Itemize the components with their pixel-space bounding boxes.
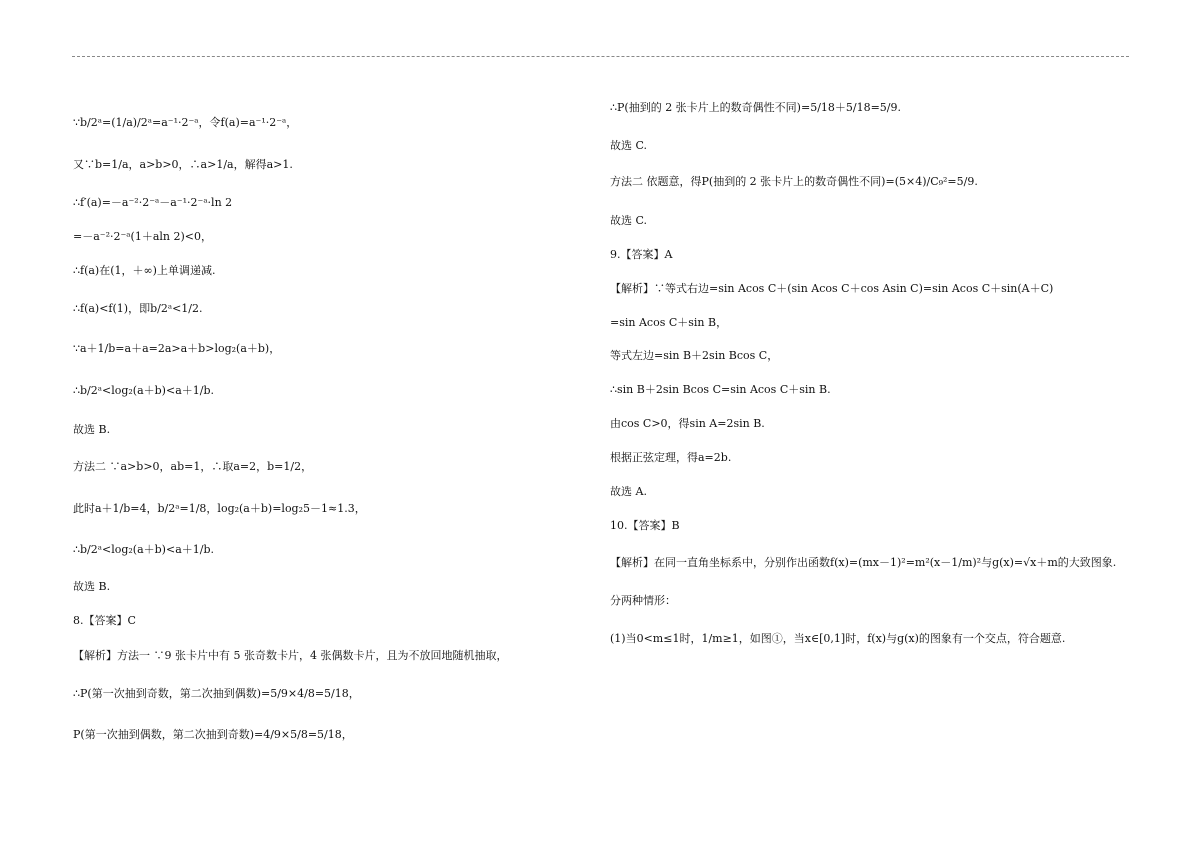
text-line: 此时a＋1/b=4，b/2ᵃ=1/8，log₂(a＋b)=log₂5－1≈1.3， (73, 502, 366, 515)
text-line: ∴P(抽到的 2 张卡片上的数奇偶性不同)=5/18＋5/18=5/9. (610, 101, 902, 114)
text-line: 方法二 ∵a>b>0，ab=1，∴取a=2，b=1/2， (73, 460, 313, 473)
question-8-answer: 8.【答案】C (73, 614, 136, 627)
question-10-answer: 10.【答案】B (610, 519, 680, 532)
header-divider (72, 56, 1129, 57)
text-line: 故选 C. (610, 214, 648, 227)
text-line: 【解析】在同一直角坐标系中，分别作出函数f(x)=(mx－1)²=m²(x－1/m)²与g(x)=√x＋m的大致图象. (610, 556, 1117, 569)
text-line: 由cos C>0，得sin A=2sin B. (610, 417, 765, 430)
text-line: ∵b/2ᵃ=(1/a)/2ᵃ=a⁻¹·2⁻ᵃ，令f(a)=a⁻¹·2⁻ᵃ， (73, 116, 298, 129)
text-line: ∴P(第一次抽到奇数，第二次抽到偶数)=5/9×4/8=5/18， (73, 687, 360, 700)
text-line: 【解析】∵等式右边=sin Acos C＋(sin Acos C＋cos Asin C)=sin Acos C＋sin(A＋C) (610, 282, 1054, 295)
text-line: =－a⁻²·2⁻ᵃ(1＋aln 2)<0， (73, 230, 212, 243)
text-line: ∴f(a)<f(1)，即b/2ᵃ<1/2. (73, 302, 203, 315)
text-line: 又∵b=1/a，a>b>0，∴a>1/a，解得a>1. (73, 158, 293, 171)
text-line: 等式左边=sin B＋2sin Bcos C， (610, 349, 779, 362)
text-line: ∴f(a)在(1，＋∞)上单调递减. (73, 264, 216, 277)
text-line: =sin Acos C＋sin B， (610, 316, 728, 329)
text-line: ∴sin B＋2sin Bcos C=sin Acos C＋sin B. (610, 383, 831, 396)
text-line: 故选 B. (73, 423, 111, 436)
text-line: ∴b/2ᵃ<log₂(a＋b)<a＋1/b. (73, 543, 214, 556)
text-line: 【解析】方法一 ∵9 张卡片中有 5 张奇数卡片，4 张偶数卡片，且为不放回地随机抽取， (73, 649, 508, 662)
text-line: 方法二 依题意，得P(抽到的 2 张卡片上的数奇偶性不同)=(5×4)/C₉²=5/9. (610, 175, 978, 188)
text-line: 故选 B. (73, 580, 111, 593)
text-line: ∵a＋1/b=a＋a=2a>a＋b>log₂(a＋b)， (73, 342, 281, 355)
text-line: ∴b/2ᵃ<log₂(a＋b)<a＋1/b. (73, 384, 214, 397)
text-line: 分两种情形： (610, 594, 676, 607)
text-line: ∴f′(a)=－a⁻²·2⁻ᵃ－a⁻¹·2⁻ᵃ·ln 2 (73, 196, 233, 209)
text-line: 故选 A. (610, 485, 647, 498)
question-9-answer: 9.【答案】A (610, 248, 673, 261)
text-line: P(第一次抽到偶数，第二次抽到奇数)=4/9×5/8=5/18， (73, 728, 353, 741)
text-line: 根据正弦定理，得a=2b. (610, 451, 732, 464)
text-line: (1)当0<m≤1时，1/m≥1，如图①，当x∈[0,1]时，f(x)与g(x)的图象有一个交点，符合题意. (610, 632, 1066, 645)
text-line: 故选 C. (610, 139, 648, 152)
